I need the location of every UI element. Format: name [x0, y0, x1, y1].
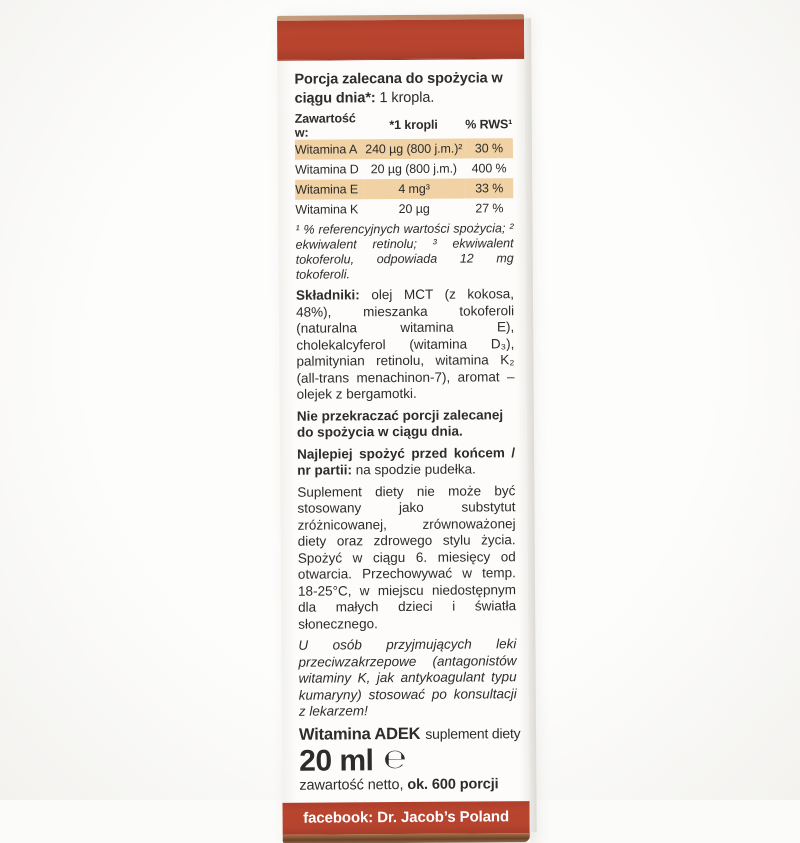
net-volume: 20 ml: [299, 743, 374, 778]
table-row: [295, 178, 513, 200]
anticoagulant-warning: U osób przyjmujących leki przeciwzakrzepowe (antagonistów witaminy K, jak antykoagulant typu kumaryny) stosować po konsultacji z lekarzem!: [298, 636, 517, 719]
supplement-note: Suplement diety nie może być stosowany jako substytut zróżnicowanej, zrównoważonej diety oraz zdrowego stylu życia. Spożyć w ciągu 6. miesięcy od otwarcia. Przechowywać w temp. 18-25°C, w miejscu niedostępnym dla małych dzieci i światła słonecznego.: [297, 482, 517, 632]
serving-heading-bold: Porcja zalecana do spożycia w ciągu dnia*:: [294, 70, 503, 107]
table-header-row: [295, 110, 513, 140]
volume-line: [299, 743, 517, 778]
table-footnotes: ¹ % referencyjnych wartości spożycia; ² ekwiwalent retinolu; ³ ekwiwalent tokoferolu, odpowiada 12 mg tokoferoli.: [295, 221, 514, 282]
net-content-prefix: zawartość netto,: [299, 776, 404, 794]
ingredients-text: olej MCT (z kokosa, 48%), mieszanka tokoferoli (naturalna witamina E), cholekalcyferol (witamina D₃), palmitynian retinolu, witamina K₂ (all-trans menachinon-7), aromat – olejek z bergamotki.: [296, 286, 515, 402]
bottom-red-band: [282, 801, 529, 835]
row-name: Witamina D: [295, 162, 359, 177]
product-type: suplement diety: [425, 724, 521, 742]
header-rws: % RWS¹: [465, 117, 513, 132]
dose-warning: Nie przekraczać porcji zalecanej do spożycia w ciągu dnia.: [296, 406, 504, 440]
best-before-text: na spodzie pudełka.: [355, 461, 476, 478]
best-before: [297, 445, 515, 480]
row-amount: 4 mg³: [363, 179, 466, 200]
product-box: [277, 14, 530, 843]
estimated-sign-icon: ℮: [383, 743, 407, 776]
ingredients: [296, 286, 515, 403]
row-amount: 240 µg (800 j.m.)²: [362, 139, 465, 160]
row-name: Witamina A: [295, 139, 363, 159]
serving-heading-regular: 1 kropla.: [379, 89, 435, 107]
label-panel: [277, 59, 529, 802]
ingredients-label: Składniki:: [295, 287, 360, 303]
product-name: Witamina ADEK: [298, 724, 421, 744]
table-row: [295, 158, 513, 180]
row-rws: 30 %: [465, 138, 513, 158]
facebook-text: facebook: Dr. Jacob’s Poland: [303, 808, 510, 827]
row-name: Witamina E: [295, 179, 363, 199]
row-amount: 20 µg (800 j.m.): [370, 161, 458, 177]
row-rws: 400 %: [471, 161, 507, 176]
table-row: [295, 138, 513, 160]
product-name-line: [298, 724, 521, 745]
header-content: Zawartość w:: [294, 111, 356, 140]
best-before-label: Najlepiej spożyć przed końcem / nr partii:: [297, 444, 516, 478]
box-bottom-edge: [283, 833, 530, 843]
row-rws: 27 %: [475, 201, 504, 216]
nutrition-table: [295, 110, 514, 220]
row-name: Witamina K: [295, 202, 359, 217]
top-red-band: [277, 19, 524, 61]
net-content-line: [299, 776, 517, 794]
net-content-servings: ok. 600 porcji: [407, 775, 499, 793]
header-per-drop: *1 kropli: [389, 117, 438, 133]
row-rws: 33 %: [465, 178, 513, 198]
serving-heading: [294, 69, 512, 109]
row-amount: 20 µg: [398, 201, 430, 217]
table-row: [295, 198, 513, 220]
